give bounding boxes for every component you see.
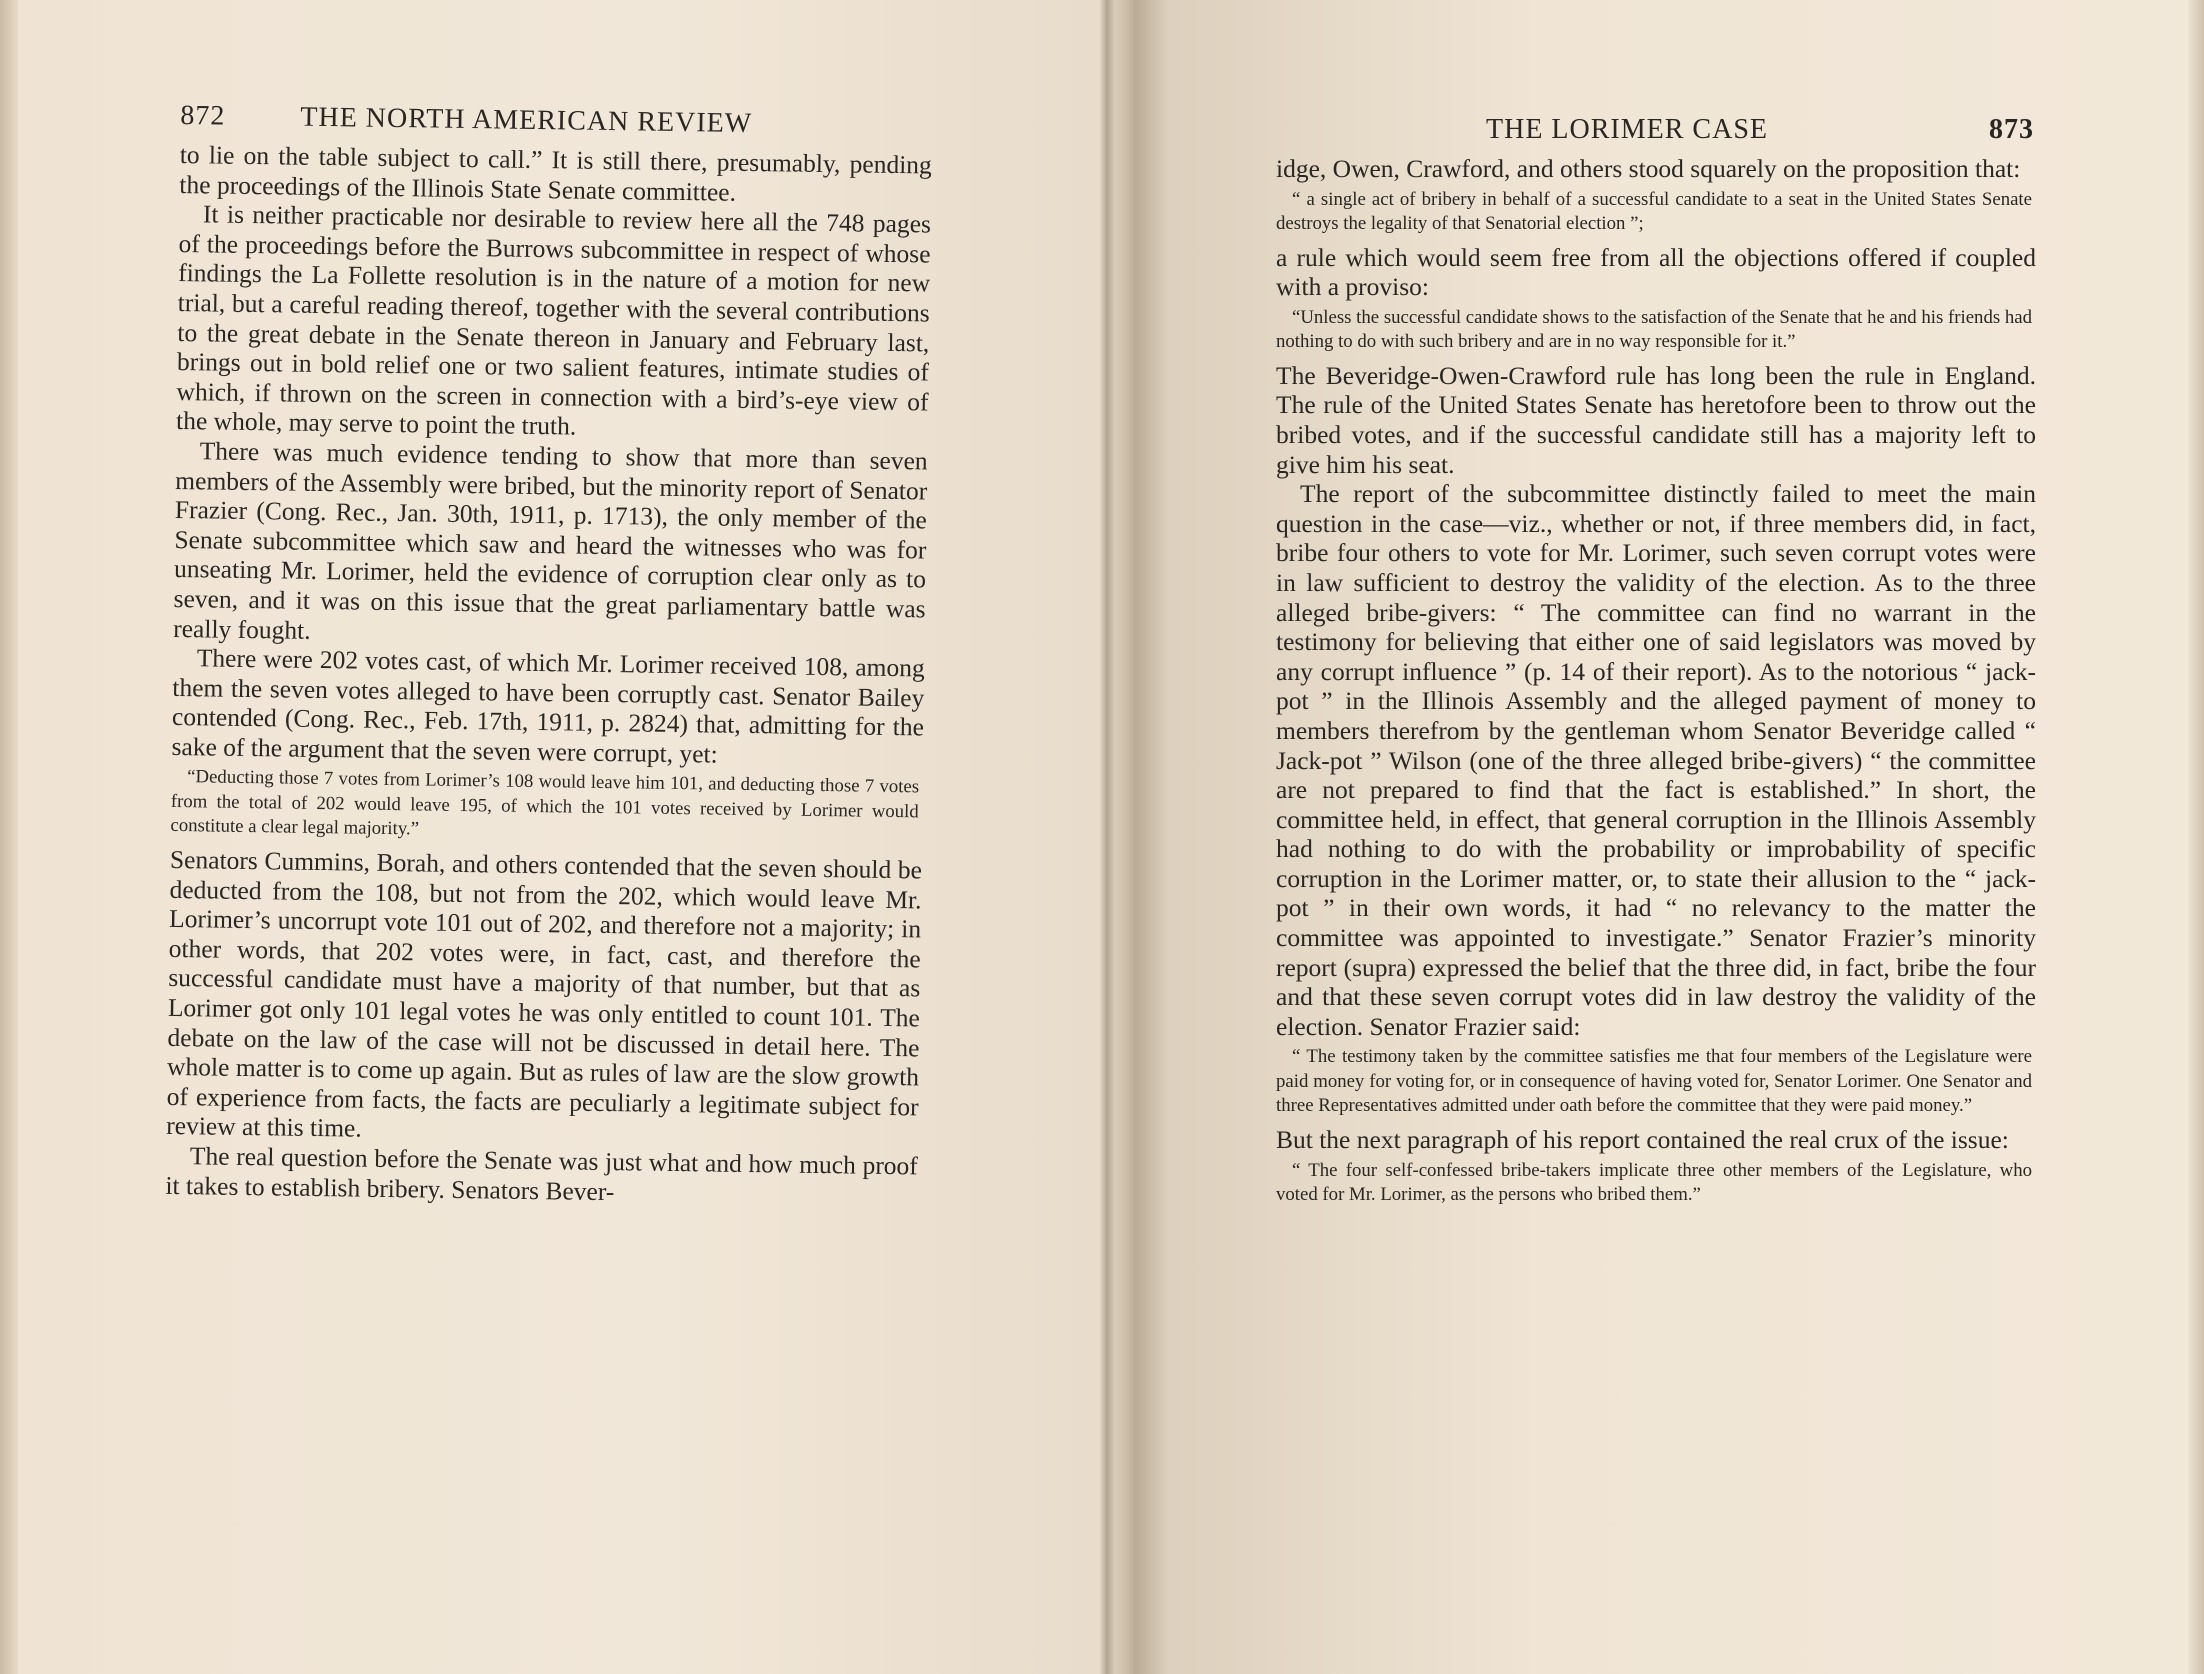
page-edge-right (2188, 0, 2204, 1674)
block-quote: “Unless the successful candidate shows to the satisfaction of the Senate that he and his friends had nothing to do with such bribery and are in no way responsible for it.” (1276, 306, 2032, 353)
block-quote: “ a single act of bribery in behalf of a successful candidate to a seat in the United States Senate destroys the legality of that Senatorial election ”; (1276, 188, 2032, 235)
paragraph: It is neither practicable nor desirable to review here all the 748 pages of the proceedings before the Burrows subcommittee in respect of whose findings the La Follette resolution is in the nature of a motion for new trial, but a careful reading thereof, together with the several contributions to the great debate in the Senate thereon in January and February last, brings out in bold relief one or two salient features, intimate studies of which, if thrown on the screen in connection with a bird’s-eye view of the whole, may serve to point the truth. (175, 199, 932, 441)
paragraph: The real question before the Senate was just what and how much proof it takes to establish bribery. Senators Bever- (165, 1141, 918, 1206)
book-gutter (1100, 0, 1114, 1674)
right-page-body (1276, 154, 2036, 1208)
right-running-head (1276, 114, 2036, 154)
left-page-body (165, 140, 932, 1210)
paragraph: to lie on the table subject to call.” It is still there, presumably, pending the proceedings of the Illinois State Senate committee. (179, 139, 932, 207)
page-edge-left (0, 0, 18, 1674)
paragraph: The report of the subcommittee distinctly failed to meet the main question in the case—viz., whether or not, if three members did, in fact, bribe four others to vote for Mr. Lorimer, such seven corrupt votes were in law sufficient to destroy the validity of the election. As to the three alleged bribe-givers: “ The committee can find no warrant in the testimony for believing that either one of said legislators was moved by any corrupt influence ” (p. 14 of their report). As to the notorious “ jack-pot ” in the Illinois Assembly and the alleged payment of money to members therefrom by the gentleman whom Senator Beveridge called “ Jack-pot ” Wilson (one of the three alleged bribe-givers) “ the committee are not prepared to find that the fact is established.” In short, the committee held, in effect, that general corruption in the Illinois Assembly had nothing to do with the probability or improbability of specific corruption in the Lorimer matter, or, to state their allusion to the “ jack-pot ” in their own words, it had “ no relevancy to the matter the committee was appointed to investigate.” Senator Frazier’s minority report (supra) expressed the belief that the three did, in fact, bribe the four and that these seven corrupt votes did in law destroy the validity of the election. Senator Frazier said: (1276, 479, 2036, 1041)
paragraph: idge, Owen, Crawford, and others stood squarely on the proposition that: (1276, 154, 2021, 183)
paragraph: The Beveridge-Owen-Crawford rule has long been the rule in England. The rule of the United States Senate has heretofore been to throw out the bribed votes, and if the successful candidate still has a majority left to give him his seat. (1276, 360, 2036, 479)
right-page-number: 873 (1989, 114, 2034, 145)
left-page (165, 0, 934, 1210)
paragraph: There was much evidence tending to show that more than seven members of the Assembly were bribed, but the minority report of Senator Frazier (Cong. Rec., Jan. 30th, 1911, p. 1713), the only member of the Senate subcommittee which saw and heard the witnesses who was for unseating Mr. Lorimer, held the evidence of corruption clear only as to seven, and it was on this issue that the great parliamentary battle was really fought. (173, 436, 928, 645)
block-quote: “ The testimony taken by the committee satisfies me that four members of the Legislature were paid money for voting for, or in consequence of having voted for, Senator Lorimer. One Senator and three Representatives admitted under oath before the committee that they were paid money.” (1276, 1046, 2032, 1117)
paragraph: a rule which would seem free from all the objections offered if coupled with a proviso: (1276, 242, 2036, 302)
paragraph: Senators Cummins, Borah, and others contended that the seven should be deducted from the 108, but not from the 202, which would leave Mr. Lorimer’s uncorrupt vote 101 out of 202, and therefore not a majority; in other words, that 202 votes were, in fact, cast, and therefore the successful candidate must have a majority of that number, but that as Lorimer got only 101 legal votes he was only entitled to count 101. The debate on the law of the case will not be discussed in detail here. The whole matter is to come up again. But as rules of law are the slow growth of experience from facts, the facts are peculiarly a legitimate subject for review at this time. (166, 844, 923, 1143)
right-page (1276, 0, 2036, 1214)
left-page-number: 872 (180, 99, 226, 132)
left-running-title: THE NORTH AMERICAN REVIEW (300, 101, 753, 139)
paragraph: But the next paragraph of his report contained the real crux of the issue: (1276, 1124, 2009, 1154)
block-quote: “Deducting those 7 votes from Lorimer’s 108 would leave him 101, and deducting those 7 votes from the total of 202 would leave 195, of which the 101 votes received by Lorimer would constitute a clear legal majority.” (170, 766, 920, 840)
paragraph: There were 202 votes cast, of which Mr. Lorimer received 108, among them the seven votes alleged to have been corruptly cast. Senator Bailey contended (Cong. Rec., Feb. 17th, 1911, p. 2824) that, admitting for the sake of the argument that the seven were corrupt, yet: (171, 643, 925, 769)
right-running-title: THE LORIMER CASE (1486, 114, 1768, 145)
block-quote: “ The four self-confessed bribe-takers implicate three other members of the Legislature, who voted for Mr. Lorimer, as the persons who bribed them.” (1276, 1159, 2032, 1206)
